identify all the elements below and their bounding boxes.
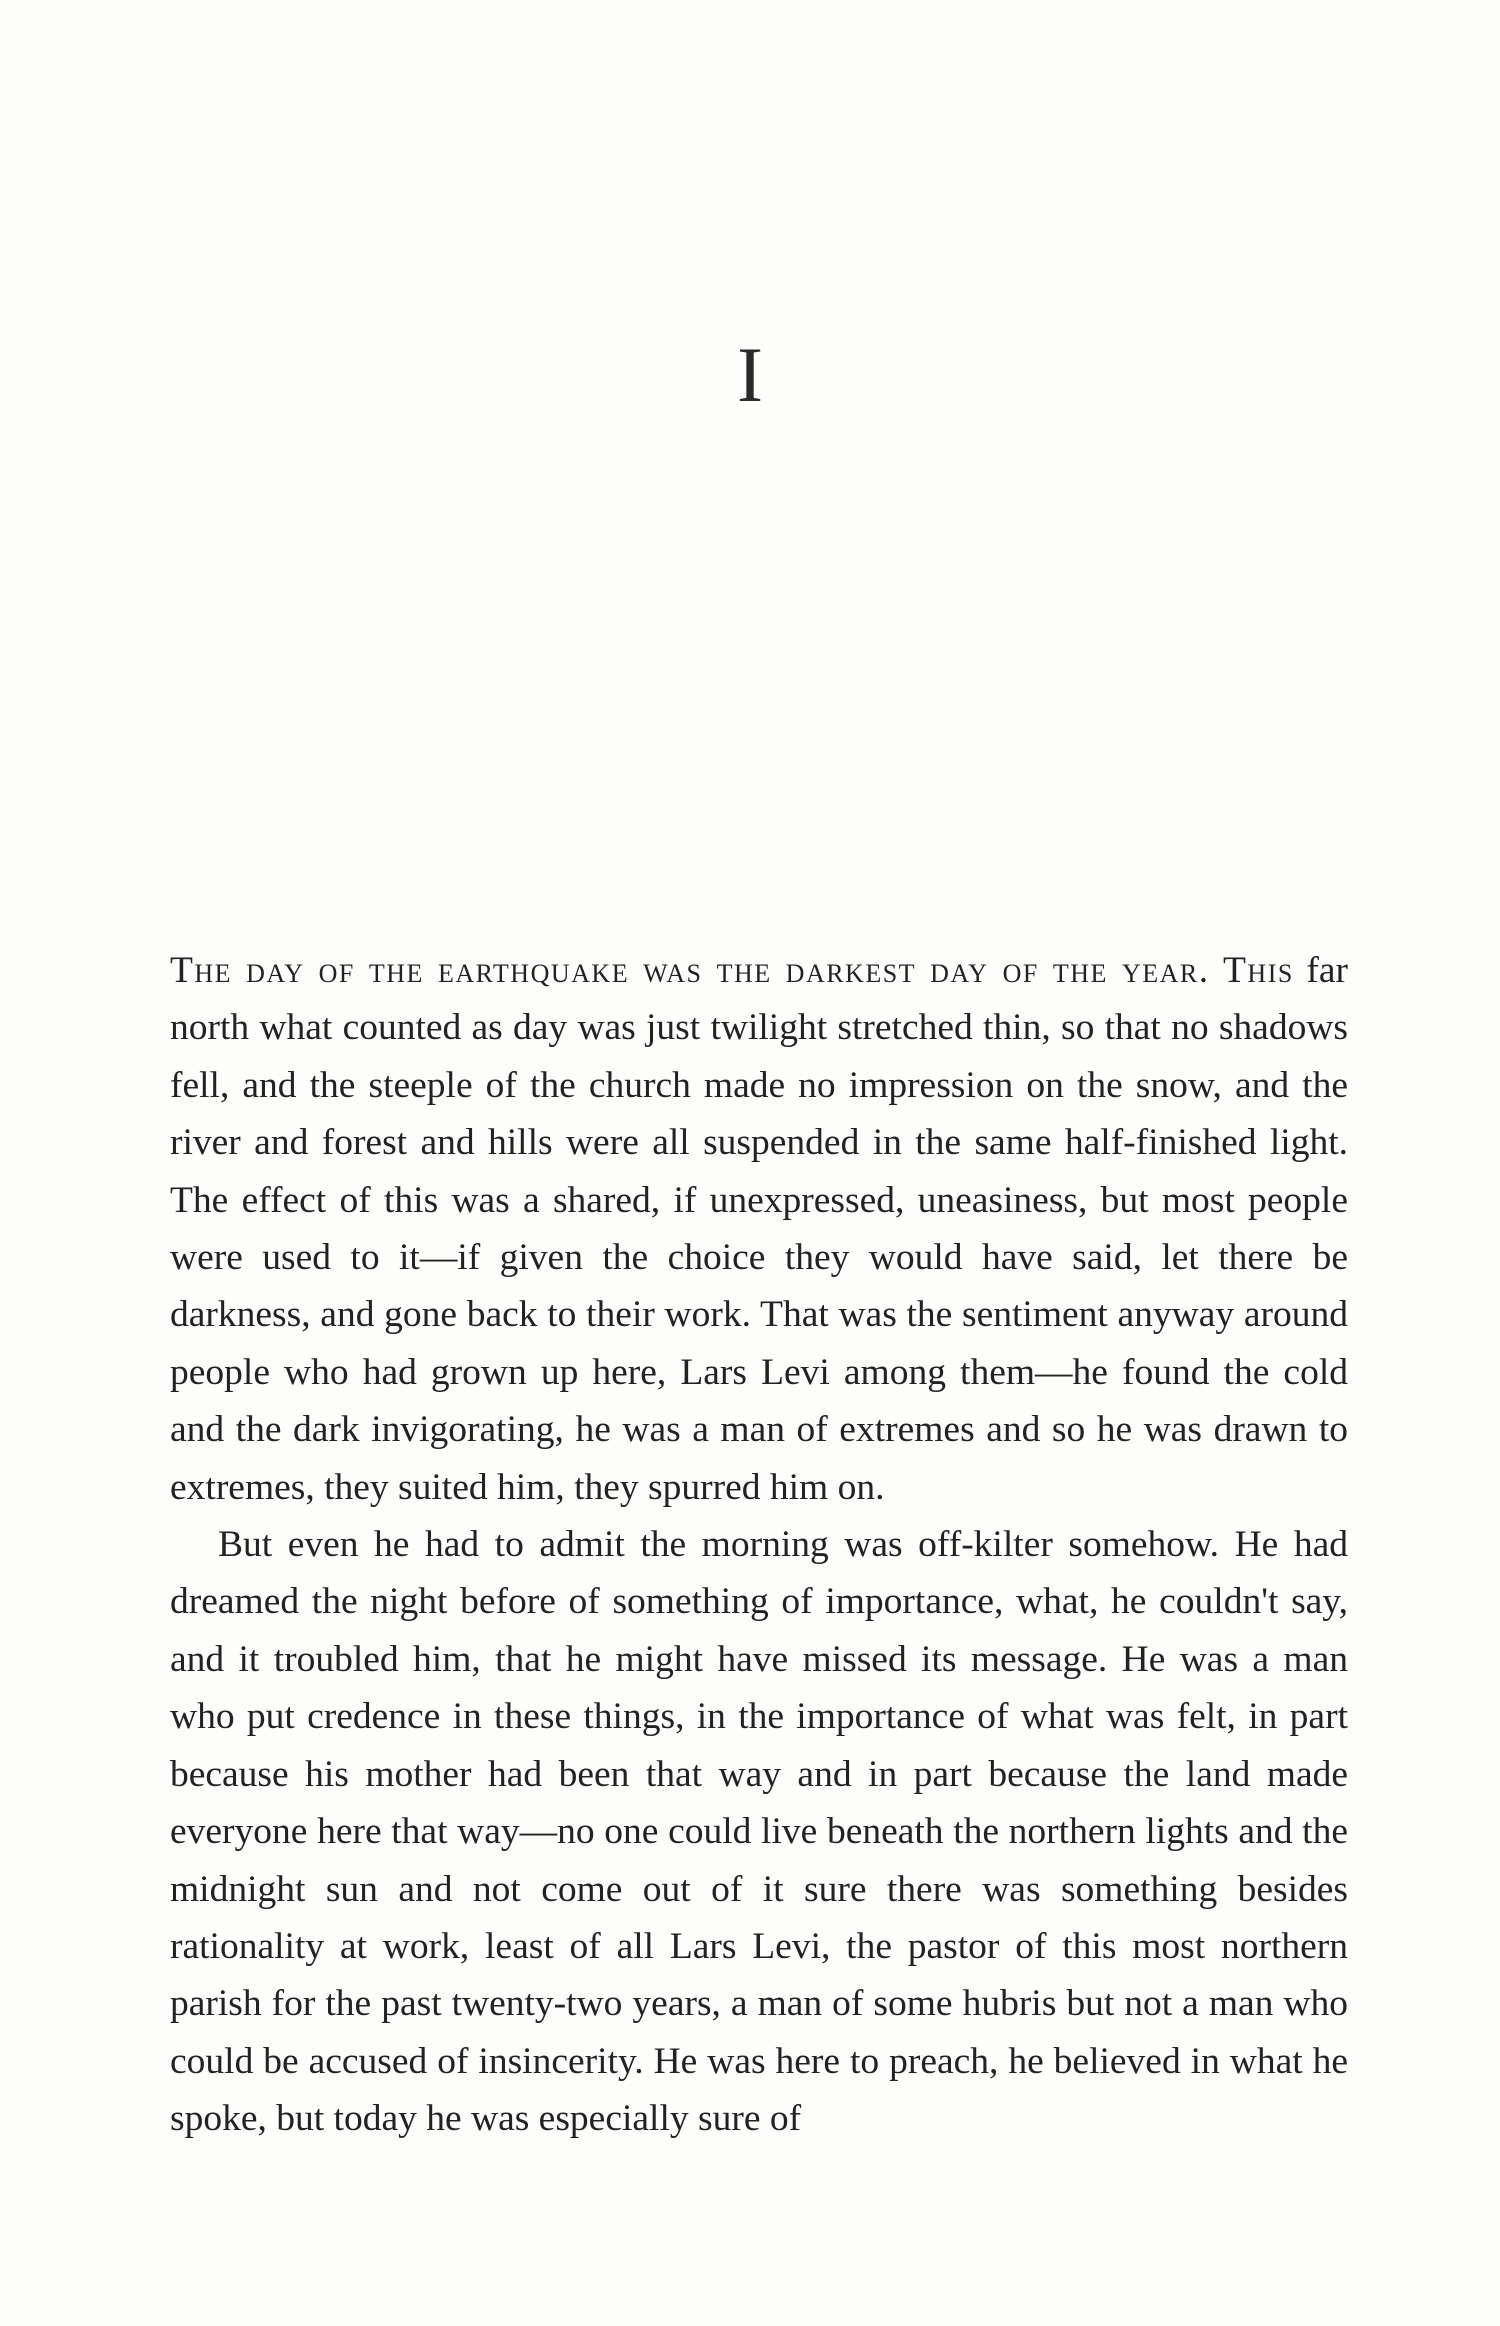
body-text: [170, 942, 1348, 2148]
chapter-number: I: [737, 331, 763, 418]
paragraph-2: But even he had to admit the morning was off-kilter somehow. He had dreamed the night before of something of importance, what, he couldn't say, and it troubled him, that he might have missed its message. He was a man who put credence in these things, in the importance of what was felt, in part because his mother had been that way and in part because the land made everyone here that way—no one could live beneath the northern lights and the midnight sun and not come out of it sure there was something besides rationality at work, least of all Lars Levi, the pastor of this most northern parish for the past twenty-two years, a man of some hubris but not a man who could be accused of insincerity. He was here to preach, he believed in what he spoke, but today he was especially sure of: [170, 1524, 1348, 2140]
paragraph-1: [170, 942, 1348, 1516]
paragraph-1-text: far north what counted as day was just twilight stretched thin, so that no shadows fell, and the steeple of the church made no impression on the snow, and the river and forest and hills were all suspended in the same half-finished light. The effect of this was a shared, if unexpressed, uneasiness, but most people were used to it—if given the choice they would have said, let there be darkness, and gone back to their work. That was the sentiment anyway around people who had grown up here, Lars Levi among them—he found the cold and the dark invigorating, he was a man of extremes and so he was drawn to extremes, they suited him, they spurred him on.: [170, 950, 1348, 1508]
opening-small-caps: The day of the earthquake was the darkest day of the year. This: [170, 950, 1294, 991]
